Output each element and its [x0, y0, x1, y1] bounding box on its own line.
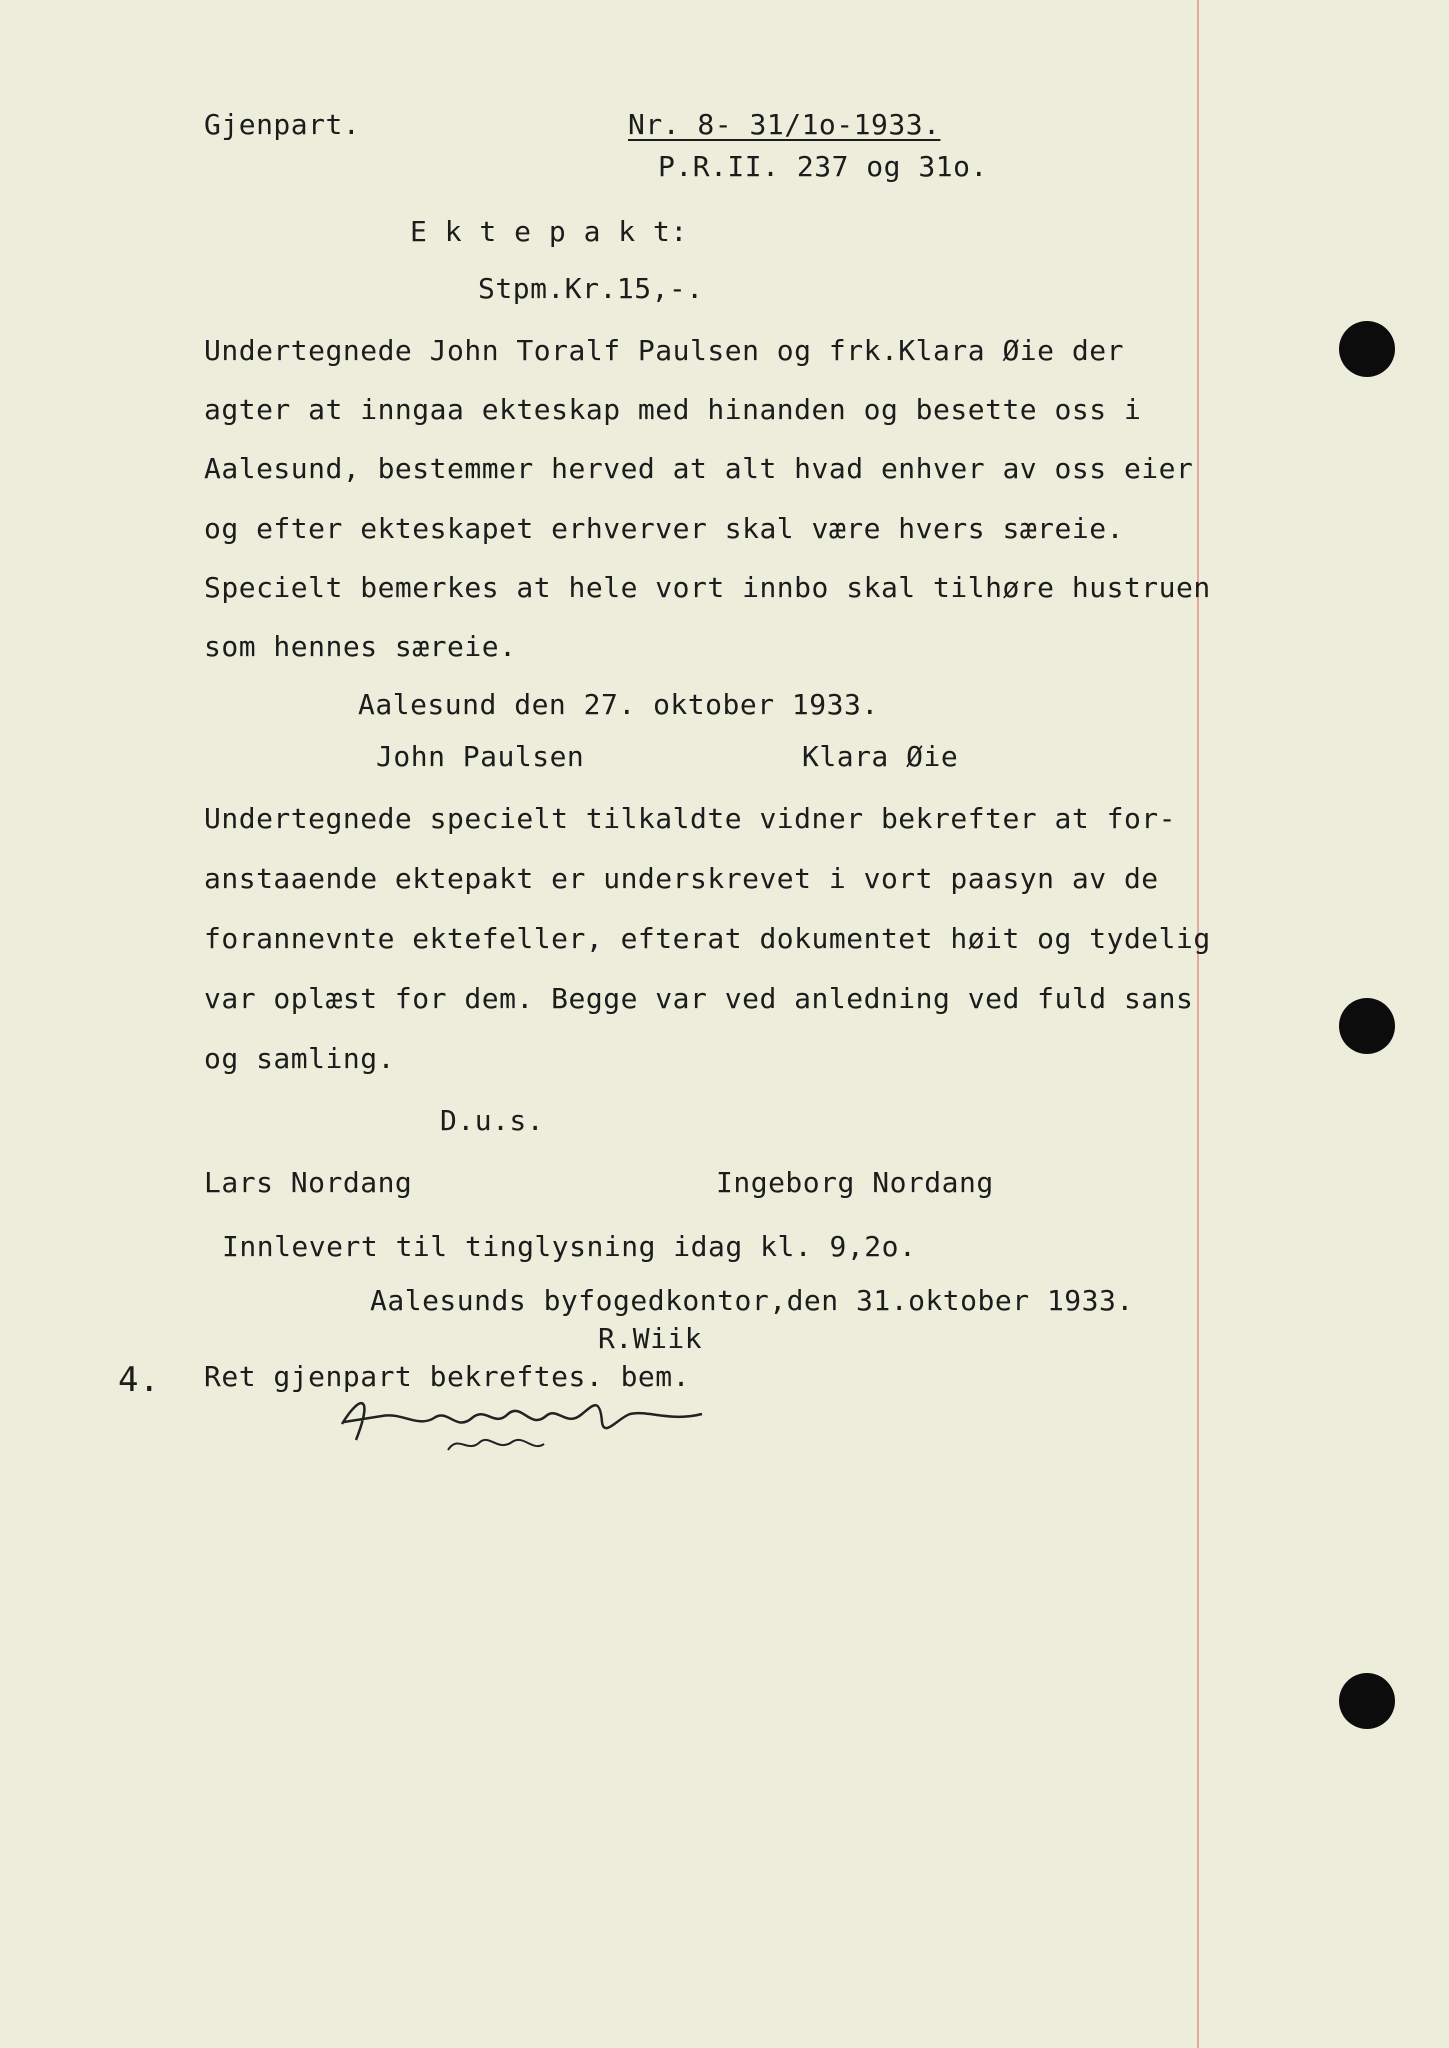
- registration-line: Innlevert til tinglysning idag kl. 9,2o.: [222, 1230, 917, 1263]
- witness-line-3: forannevnte ektefeller, efterat dokumentet høit og tydelig: [204, 922, 1211, 955]
- body-line-2: agter at inngaa ekteskap med hinanden og besette oss i: [204, 393, 1142, 426]
- handwritten-signature: [330, 1388, 710, 1460]
- witness-line-4: var oplæst for dem. Begge var ved anledning ved fuld sans: [204, 982, 1194, 1015]
- witness-left: Lars Nordang: [204, 1166, 413, 1199]
- body-line-1: Undertegnede John Toralf Paulsen og frk.Klara Øie der: [204, 334, 1124, 367]
- stamp-duty: Stpm.Kr.15,-.: [478, 272, 704, 305]
- witness-right: Ingeborg Nordang: [716, 1166, 994, 1199]
- document-title: E k t e p a k t:: [410, 215, 688, 248]
- margin-mark: 4.: [118, 1360, 160, 1400]
- body-line-6: som hennes særeie.: [204, 630, 517, 663]
- header-copy-label: Gjenpart.: [204, 108, 361, 141]
- dus-abbreviation: D.u.s.: [440, 1104, 545, 1137]
- punch-hole-bottom: [1339, 1673, 1395, 1729]
- document-number: Nr. 8- 31/1o-1933.: [628, 108, 941, 141]
- certification-line: Ret gjenpart bekreftes. bem.: [204, 1360, 691, 1393]
- registry-office-line: Aalesunds byfogedkontor,den 31.oktober 1933.: [370, 1284, 1134, 1317]
- body-line-3: Aalesund, bestemmer herved at alt hvad enhver av oss eier: [204, 452, 1194, 485]
- registry-signature: R.Wiik: [598, 1322, 703, 1355]
- punch-hole-middle: [1339, 998, 1395, 1054]
- body-line-5: Specielt bemerkes at hele vort innbo skal tilhøre hustruen: [204, 571, 1211, 604]
- register-reference: P.R.II. 237 og 31o.: [658, 150, 988, 183]
- witness-line-5: og samling.: [204, 1042, 395, 1075]
- body-line-4: og efter ekteskapet erhverver skal være hvers særeie.: [204, 512, 1124, 545]
- punch-hole-top: [1339, 321, 1395, 377]
- margin-rule: [1197, 0, 1199, 2048]
- witness-line-1: Undertegnede specielt tilkaldte vidner bekrefter at for-: [204, 802, 1177, 835]
- signatory-left: John Paulsen: [376, 740, 585, 773]
- signatory-right: Klara Øie: [802, 740, 959, 773]
- date-line: Aalesund den 27. oktober 1933.: [358, 688, 879, 721]
- witness-line-2: anstaaende ektepakt er underskrevet i vort paasyn av de: [204, 862, 1159, 895]
